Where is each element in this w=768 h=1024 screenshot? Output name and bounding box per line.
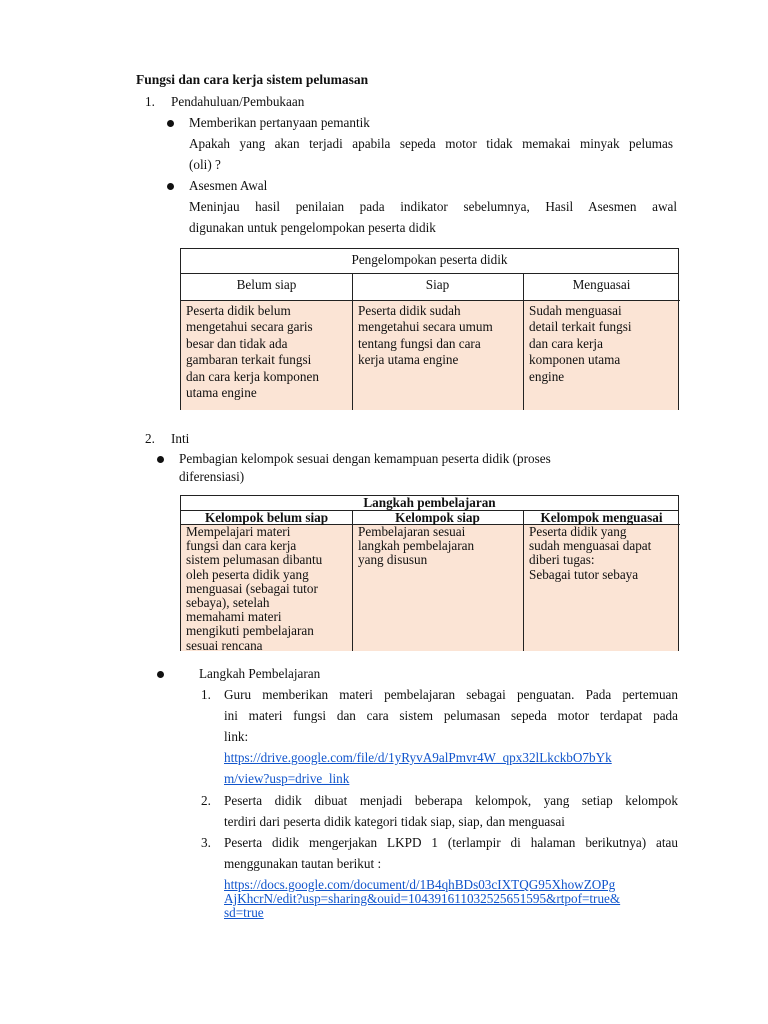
- step3-line1: Peserta didik mengerjakan LKPD 1 (terlampir di halaman berikutnya) atau: [224, 835, 678, 850]
- bullet-icon: [157, 456, 164, 463]
- cell-line: dan cara kerja komponen: [186, 368, 319, 384]
- asesmen-line1: Meninjau hasil penilaian pada indikator sebelumnya, Hasil Asesmen awal: [189, 199, 677, 214]
- steps-label: Langkah Pembelajaran: [199, 666, 321, 681]
- docs-link-end[interactable]: sd=true: [224, 905, 264, 920]
- bullet-icon: [167, 120, 174, 127]
- cell-line: besar dan tidak ada: [186, 335, 288, 351]
- column-header: Kelompok siap: [352, 511, 523, 525]
- docs-link-continued[interactable]: AjKhcrN/edit?usp=sharing&ouid=104391611032525651595&rtpof=true&: [224, 891, 621, 906]
- cell-line: mengikuti pembelajaran: [186, 623, 314, 639]
- bullet-label-pemantik: Memberikan pertanyaan pemantik: [189, 115, 370, 130]
- cell-line: Peserta didik belum: [186, 303, 291, 318]
- column-header: Kelompok belum siap: [181, 511, 352, 525]
- step2-line2: terdiri dari peserta didik kategori tidak siap, siap, dan menguasai: [224, 814, 565, 829]
- step-number: 1.: [201, 687, 211, 702]
- drive-link-continued[interactable]: m/view?usp=drive_link: [224, 771, 350, 786]
- asesmen-line2: digunakan untuk pengelompokan peserta didik: [189, 220, 436, 235]
- section2-number: 2.: [145, 431, 155, 446]
- cell-line: oleh peserta didik yang: [186, 566, 309, 582]
- cell-line: Peserta didik yang: [529, 524, 627, 539]
- table-cell-siap: [353, 525, 523, 651]
- column-header: Menguasai: [523, 274, 680, 301]
- drive-link[interactable]: https://drive.google.com/file/d/1yRyvA9alPmvr4W_qpx32lLkckbO7bYk: [224, 750, 612, 765]
- grouping-line1: Pembagian kelompok sesuai dengan kemampuan peserta didik (proses: [179, 451, 551, 466]
- cell-line: langkah pembelajaran: [358, 538, 475, 554]
- cell-line: kerja utama engine: [358, 352, 459, 368]
- section1-heading: Pendahuluan/Pembukaan: [171, 94, 305, 109]
- table-cell-siap: [353, 301, 523, 410]
- table-cell-menguasai: [524, 525, 678, 651]
- cell-line: fungsi dan cara kerja: [186, 538, 297, 554]
- cell-line: menguasai (sebagai tutor: [186, 580, 318, 596]
- step3-line2: menggunakan tautan berikut :: [224, 856, 382, 871]
- bullet-icon: [157, 671, 164, 678]
- bullet-label-asesmen: Asesmen Awal: [189, 178, 268, 193]
- learning-steps-table: [180, 495, 679, 651]
- step-number: 3.: [201, 835, 211, 850]
- table-header: Langkah pembelajaran: [181, 496, 678, 511]
- column-header: Belum siap: [181, 274, 352, 301]
- cell-line: Sudah menguasai: [529, 303, 622, 318]
- step1-line2: ini materi fungsi dan cara sistem pelumasan sepeda motor terdapat pada: [224, 708, 678, 723]
- cell-line: gambaran terkait fungsi: [186, 352, 312, 368]
- docs-link[interactable]: https://docs.google.com/document/d/1B4qhBDs03cIXTQG95XhowZOPg: [224, 877, 616, 892]
- section2-heading: Inti: [171, 431, 190, 446]
- column-header: Kelompok menguasai: [523, 511, 680, 525]
- cell-line: Peserta didik sudah: [358, 303, 461, 318]
- section1-number: 1.: [145, 94, 155, 109]
- step1-line3: link:: [224, 729, 249, 744]
- cell-line: yang disusun: [358, 552, 428, 568]
- table-header: Pengelompokan peserta didik: [181, 249, 678, 274]
- step2-line1: Peserta didik dibuat menjadi beberapa kelompok, yang setiap kelompok: [224, 793, 678, 808]
- cell-line: utama engine: [186, 385, 257, 401]
- step-number: 2.: [201, 793, 211, 808]
- cell-line: Sebagai tutor sebaya: [529, 566, 639, 582]
- cell-line: mengetahui secara umum: [358, 319, 493, 335]
- table-cell-belum-siap: [181, 525, 352, 651]
- cell-line: sesuai rencana: [186, 637, 263, 653]
- cell-line: memahami materi: [186, 609, 282, 625]
- bullet-icon: [167, 183, 174, 190]
- table-cell-belum-siap: [181, 301, 352, 410]
- cell-line: mengetahui secara garis: [186, 319, 313, 335]
- table-cell-menguasai: [524, 301, 678, 410]
- cell-line: engine: [529, 368, 565, 384]
- cell-line: Mempelajari materi: [186, 524, 291, 539]
- grouping-table: [180, 248, 679, 410]
- cell-line: komponen utama: [529, 352, 621, 368]
- cell-line: sudah menguasai dapat: [529, 538, 652, 554]
- cell-line: Pembelajaran sesuai: [358, 524, 466, 539]
- question-line1: Apakah yang akan terjadi apabila sepeda motor tidak memakai minyak pelumas: [189, 136, 673, 151]
- cell-line: detail terkait fungsi: [529, 319, 632, 335]
- question-line2: (oli) ?: [189, 157, 221, 172]
- cell-line: tentang fungsi dan cara: [358, 335, 481, 351]
- cell-line: sistem pelumasan dibantu: [186, 552, 323, 568]
- grouping-line2: diferensiasi): [179, 469, 245, 484]
- column-header: Siap: [352, 274, 523, 301]
- cell-line: diberi tugas:: [529, 552, 595, 568]
- step1-line1: Guru memberikan materi pembelajaran sebagai penguatan. Pada pertemuan: [224, 687, 678, 702]
- document-title: Fungsi dan cara kerja sistem pelumasan: [136, 72, 369, 87]
- cell-line: sebaya), setelah: [186, 595, 270, 611]
- cell-line: dan cara kerja: [529, 335, 603, 351]
